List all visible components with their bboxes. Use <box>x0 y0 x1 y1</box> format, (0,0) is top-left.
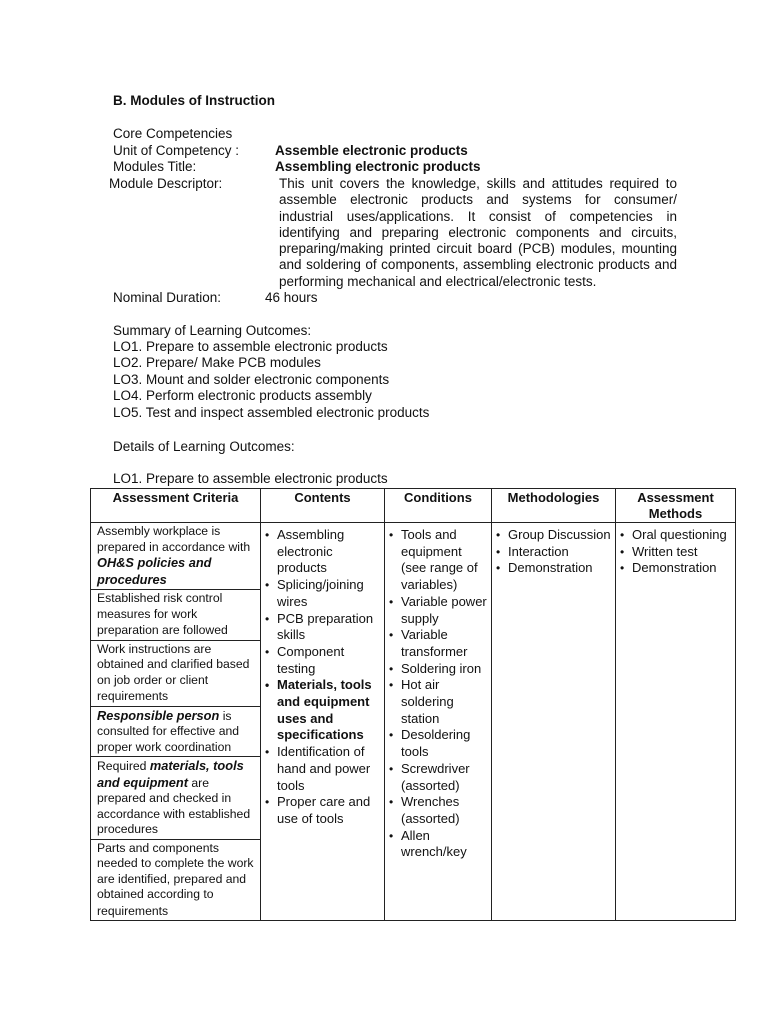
conditions-cell <box>385 523 492 921</box>
bullet-icon: • <box>265 678 270 693</box>
bullet-icon: • <box>496 561 501 576</box>
bullet-icon: • <box>389 828 394 843</box>
learning-outcome-table <box>90 488 736 921</box>
summary-lo-list <box>113 339 429 421</box>
unit-of-competency-label: Unit of Competency : <box>113 143 240 158</box>
details-title: Details of Learning Outcomes: <box>113 439 295 454</box>
list-item: • Variable power supply <box>389 593 487 626</box>
nominal-duration-value: 46 hours <box>265 290 318 305</box>
unit-of-competency-value: Assemble electronic products <box>275 143 468 158</box>
module-title-value: Assembling electronic products <box>275 159 481 174</box>
lo1-title: LO1. Prepare to assemble electronic products <box>113 471 388 486</box>
bullet-icon: • <box>265 611 270 626</box>
criterion-item: Assembly workplace is prepared in accordance with OH&S policies and procedures <box>91 523 260 590</box>
bullet-icon: • <box>389 761 394 776</box>
summary-lo-item: LO1. Prepare to assemble electronic products <box>113 339 388 354</box>
header-conditions: Conditions <box>385 489 492 523</box>
list-item: • Written test <box>620 543 698 559</box>
table-header-row <box>91 489 736 523</box>
bullet-icon: • <box>265 745 270 760</box>
bullet-icon: • <box>496 528 501 542</box>
module-descriptor-label: Module Descriptor: <box>109 176 223 191</box>
bullet-icon: • <box>496 544 501 559</box>
bullet-icon: • <box>265 578 270 593</box>
list-item: • Hot air soldering station <box>389 677 454 726</box>
criterion-item: Established risk control measures for work preparation are followed <box>91 590 260 641</box>
criterion-item: Parts and components needed to complete the work are identified, prepared and obtained according to requirements <box>97 840 254 918</box>
core-competencies-label: Core Competencies <box>113 126 233 141</box>
list-item: • Proper care and use of tools <box>265 794 371 826</box>
summary-lo-item: LO4. Perform electronic products assembly <box>113 388 372 404</box>
header-contents: Contents <box>261 489 385 523</box>
list-item: • Variable transformer <box>389 627 468 659</box>
bullet-icon: • <box>389 728 394 743</box>
criterion-item: Responsible person is consulted for effective and proper work coordination <box>91 707 260 758</box>
list-item: • Oral questioning <box>620 527 727 542</box>
bullet-icon: • <box>389 528 394 542</box>
list-item: • Materials, tools and equipment uses and specifications <box>265 677 372 743</box>
module-title-label: Modules Title: <box>113 159 197 174</box>
nominal-duration-label: Nominal Duration: <box>113 290 222 305</box>
header-assessment-methods: Assessment Methods <box>616 489 736 523</box>
list-item: • Desoldering tools <box>389 727 471 760</box>
header-assessment-criteria: Assessment Criteria <box>91 489 261 523</box>
bullet-icon: • <box>620 544 625 559</box>
bullet-icon: • <box>265 795 270 810</box>
section-title: B. Modules of Instruction <box>113 93 275 108</box>
bullet-icon: • <box>265 644 270 659</box>
list-item: • Soldering iron <box>389 660 482 676</box>
criteria-cell <box>91 523 261 921</box>
methodologies-cell <box>492 523 616 921</box>
list-item: • Allen wrench/key <box>389 827 467 860</box>
list-item: • Demonstration <box>496 560 593 576</box>
contents-cell <box>261 523 385 921</box>
list-item: • Identification of hand and power tools <box>265 744 371 793</box>
criterion-item: Work instructions are obtained and clarified based on job order or client requirements <box>91 641 260 707</box>
assessment-methods-cell <box>616 523 736 921</box>
list-item: • Wrenches (assorted) <box>389 794 460 826</box>
list-item: • Demonstration <box>620 560 717 576</box>
bullet-icon: • <box>389 594 394 609</box>
bullet-icon: • <box>265 528 270 542</box>
list-item: • Screwdriver (assorted) <box>389 760 470 793</box>
table-row <box>91 523 736 921</box>
summary-title: Summary of Learning Outcomes: <box>113 323 312 338</box>
module-descriptor-text: This unit covers the knowledge, skills and attitudes required to assemble electronic products and systems for consumer/ industrial uses/applications. It consist of competencies in identifying and preparing electronic components and circuits, preparing/making printed circuit board (PCB) modules, mounting and soldering of components, assembling electronic products and performing mechanical and electrical/electronic tests. <box>279 176 677 289</box>
summary-lo-item: LO2. Prepare/ Make PCB modules <box>113 355 321 371</box>
bullet-icon: • <box>389 678 394 693</box>
bullet-icon: • <box>389 795 394 810</box>
list-item: • Group Discussion <box>496 527 611 542</box>
bullet-icon: • <box>620 561 625 576</box>
list-item: • PCB preparation skills <box>265 610 374 643</box>
list-item: • Interaction <box>496 543 569 559</box>
criterion-item: Required materials, tools and equipment are prepared and checked in accordance with established procedures <box>91 757 260 840</box>
header-methodologies: Methodologies <box>492 489 616 523</box>
list-item: • Splicing/joining wires <box>265 577 364 609</box>
list-item: • Component testing <box>265 643 345 676</box>
bullet-icon: • <box>389 661 394 676</box>
list-item: • Assembling electronic products <box>265 527 345 576</box>
summary-lo-item: LO3. Mount and solder electronic components <box>113 371 390 387</box>
summary-lo-item: LO5. Test and inspect assembled electronic products <box>113 404 430 420</box>
bullet-icon: • <box>620 528 625 542</box>
list-item: • Tools and equipment (see range of variables) <box>389 527 478 593</box>
bullet-icon: • <box>389 628 394 643</box>
